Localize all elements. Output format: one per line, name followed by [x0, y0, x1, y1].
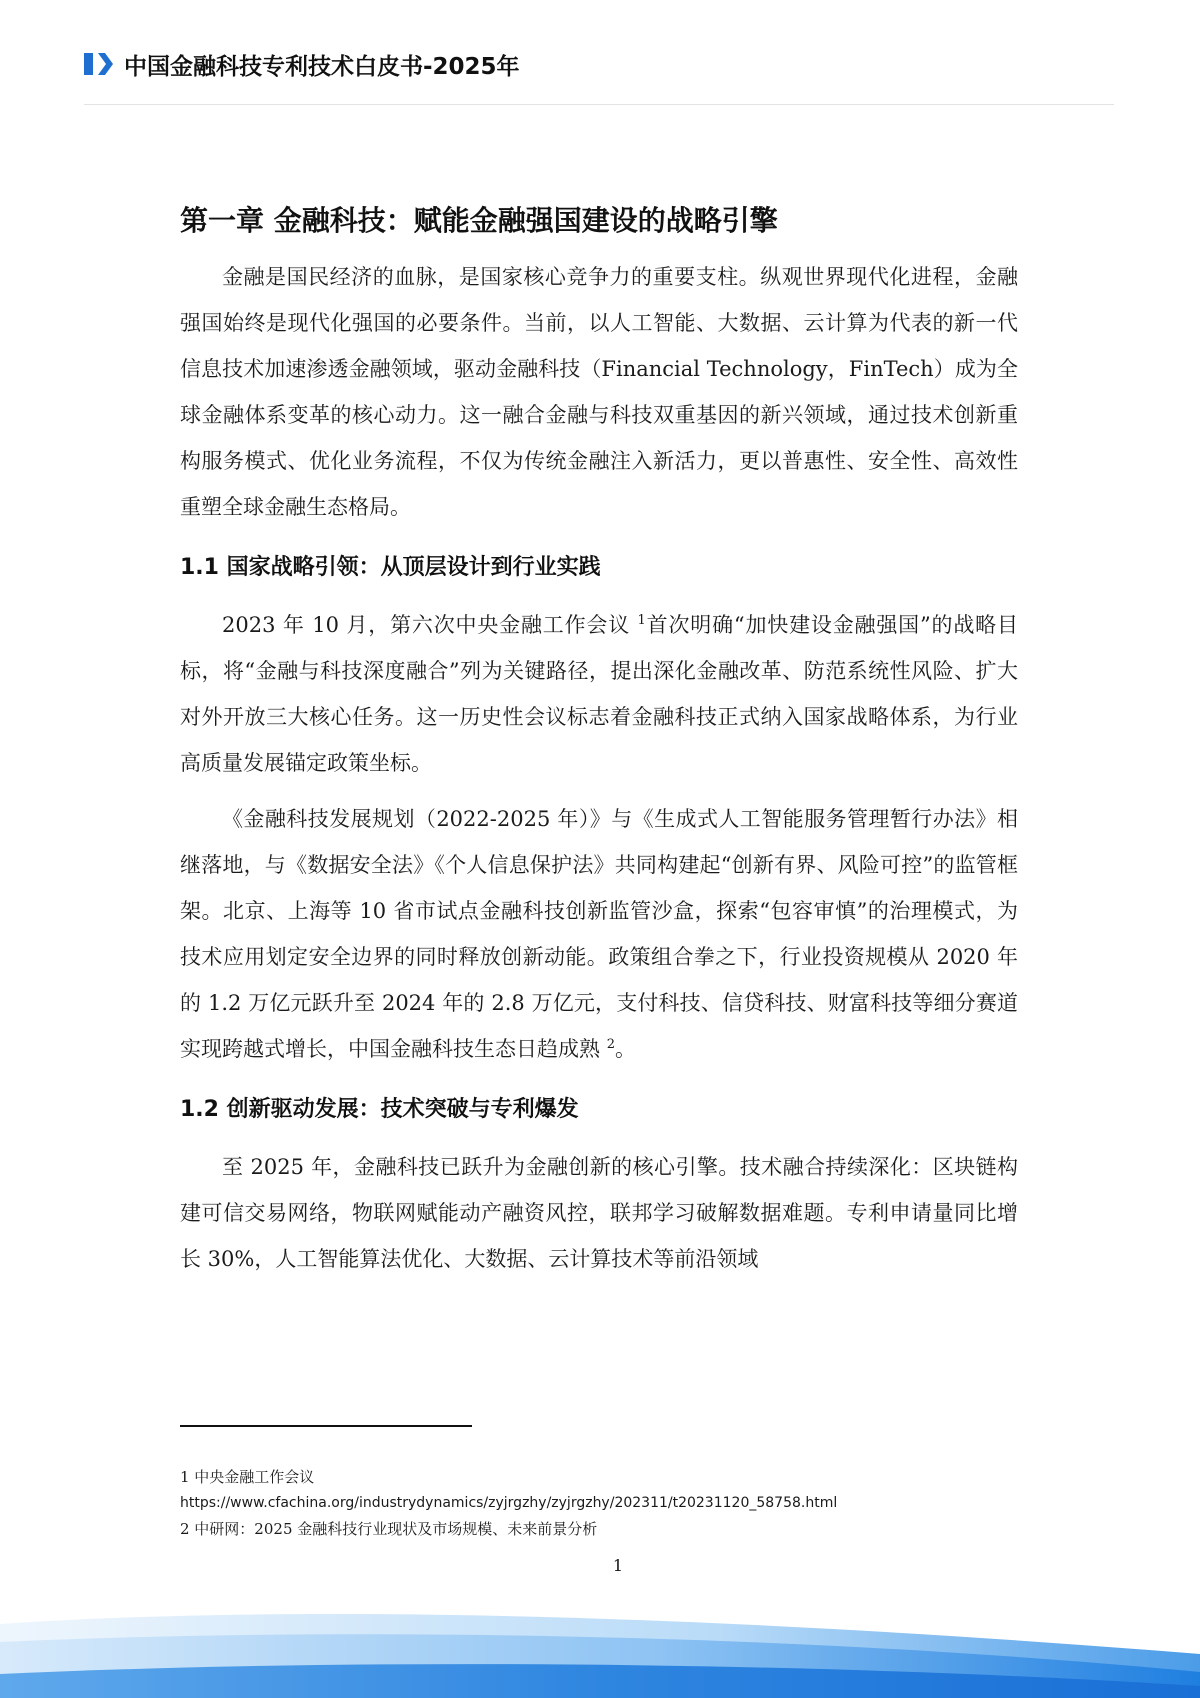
- section-1-1-paragraph-2: [180, 796, 1018, 1072]
- header-divider: [84, 104, 1114, 105]
- section-1-1-paragraph-1: [180, 602, 1018, 786]
- footnotes: [180, 1464, 1080, 1542]
- section-1-2-title: 1.2 创新驱动发展：技术突破与专利爆发: [180, 1097, 579, 1122]
- paragraph-text: 2023 年 10 月，第六次中央金融工作会议: [222, 613, 638, 637]
- chapter-intro-paragraph: 金融是国民经济的血脉，是国家核心竞争力的重要支柱。纵观世界现代化进程，金融强国始终是现代化强国的必要条件。当前，以人工智能、大数据、云计算为代表的新一代信息技术加速渗透金融领域，驱动金融科技（Financial Technology，FinTech）成为全球金融体系变革的核心动力。这一融合金融与科技双重基因的新兴领域，通过技术创新重构服务模式、优化业务流程，不仅为传统金融注入新活力，更以普惠性、安全性、高效性重塑全球金融生态格局。: [180, 265, 1018, 519]
- chapter-marker-icon: [84, 49, 114, 79]
- section-1-1-title: 1.1 国家战略引领：从顶层设计到行业实践: [180, 555, 601, 580]
- page-header: [84, 46, 520, 82]
- page-number: 1: [612, 1556, 624, 1575]
- footnote-1-link[interactable]: https://www.cfachina.org/industrydynamics/zyjrgzhy/zyjrgzhy/202311/t20231120_58758.html: [180, 1495, 838, 1511]
- footer-wave-decoration: [0, 1594, 1200, 1698]
- paragraph-text: 首次明确“加快建设金融强国”的战略目标，将“金融与科技深度融合”列为关键路径，提出深化金融改革、防范系统性风险、扩大对外开放三大核心任务。这一历史性会议标志着金融科技正式纳入国家战略体系，为行业高质量发展锚定政策坐标。: [180, 613, 1018, 775]
- footnote-divider: [180, 1425, 472, 1427]
- paragraph-text: 。: [614, 1037, 636, 1061]
- footnote-1-label: 1 中央金融工作会议: [180, 1468, 315, 1486]
- chapter-title: 第一章 金融科技：赋能金融强国建设的战略引擎: [180, 204, 778, 237]
- section-1-2-paragraph-1: 至 2025 年，金融科技已跃升为金融创新的核心引擎。技术融合持续深化：区块链构建可信交易网络，物联网赋能动产融资风控，联邦学习破解数据难题。专利申请量同比增长 30%，人工智能算法优化、大数据、云计算技术等前沿领域: [180, 1155, 1018, 1271]
- footnote-ref-1[interactable]: 1: [637, 613, 646, 628]
- footnote-ref-2[interactable]: 2: [606, 1037, 615, 1052]
- page-body: [180, 200, 1018, 1282]
- header-title: 中国金融科技专利技术白皮书-2025年: [124, 53, 520, 80]
- paragraph-text: 《金融科技发展规划（2022-2025 年）》与《生成式人工智能服务管理暂行办法》相继落地，与《数据安全法》《个人信息保护法》共同构建起“创新有界、风险可控”的监管框架。北京、上海等 10 省市试点金融科技创新监管沙盒，探索“包容审慎”的治理模式，为技术应用划定安全边界的同时释放创新动能。政策组合拳之下，行业投资规模从 2020 年的 1.2 万亿元跃升至 2024 年的 2.8 万亿元，支付科技、信贷科技、财富科技等细分赛道实现跨越式增长，中国金融科技生态日趋成熟: [180, 807, 1018, 1061]
- footnote-2-label: 2 中研网：2025 金融科技行业现状及市场规模、未来前景分析: [180, 1520, 598, 1538]
